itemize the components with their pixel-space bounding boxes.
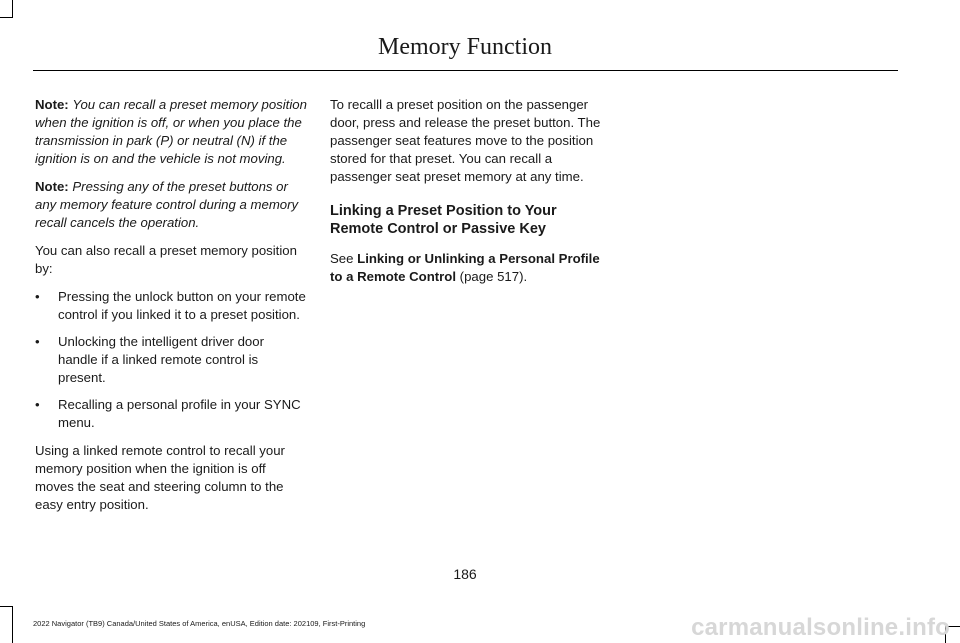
crop-mark-top-left-h <box>0 17 13 18</box>
header-rule <box>33 70 898 71</box>
recall-methods-list <box>35 288 307 432</box>
right-column <box>330 96 602 296</box>
crop-mark-bottom-left-v <box>12 606 13 643</box>
list-item-text: Pressing the unlock button on your remote control if you linked it to a preset position. <box>58 289 306 322</box>
passenger-recall-paragraph: To recalll a preset position on the passenger door, press and release the preset button. The passenger seat features move to the position stored for that preset. You can recall a passenger seat preset memory at any time. <box>330 97 601 184</box>
bullet-icon: • <box>35 334 40 349</box>
list-item <box>35 396 307 432</box>
crop-mark-bottom-left-h <box>0 606 13 607</box>
note-label: Note: <box>35 179 69 194</box>
page-reference: (page 517). <box>456 269 528 284</box>
bullet-icon: • <box>35 397 40 412</box>
list-item <box>35 288 307 324</box>
watermark: carmanualsonline.info <box>691 614 950 641</box>
note-text: You can recall a preset memory position when the ignition is off, or when you place the transmission in park (P) or neutral (N) if the ignition is on and the vehicle is not moving. <box>35 97 307 166</box>
crop-mark-top-left-v <box>12 0 13 17</box>
note-text: Pressing any of the preset buttons or any memory feature control during a memory recall cancels the operation. <box>35 179 299 230</box>
note-label: Note: <box>35 97 69 112</box>
intro-paragraph: You can also recall a preset memory position by: <box>35 243 297 276</box>
section-heading: Linking a Preset Position to Your Remote Control or Passive Key <box>330 203 557 237</box>
note-paragraph <box>35 178 307 232</box>
see-prefix: See <box>330 251 358 266</box>
note-paragraph <box>35 96 307 168</box>
page-number: 186 <box>453 566 477 582</box>
left-column <box>35 96 307 524</box>
list-item <box>35 333 307 387</box>
cross-reference-link[interactable]: Linking or Unlinking a Personal Profile to a Remote Control <box>330 251 600 284</box>
list-item-text: Recalling a personal profile in your SYNC menu. <box>58 397 301 430</box>
closing-paragraph: Using a linked remote control to recall your memory position when the ignition is off moves the seat and steering column to the easy entry position. <box>35 443 285 512</box>
list-item-text: Unlocking the intelligent driver door handle if a linked remote control is present. <box>58 334 264 385</box>
bullet-icon: • <box>35 289 40 304</box>
footer-edition-text: 2022 Navigator (TB9) Canada/United States of America, enUSA, Edition date: 202109, First-Printing <box>33 619 366 628</box>
cross-reference-paragraph <box>330 250 602 286</box>
page-title: Memory Function <box>378 34 552 60</box>
